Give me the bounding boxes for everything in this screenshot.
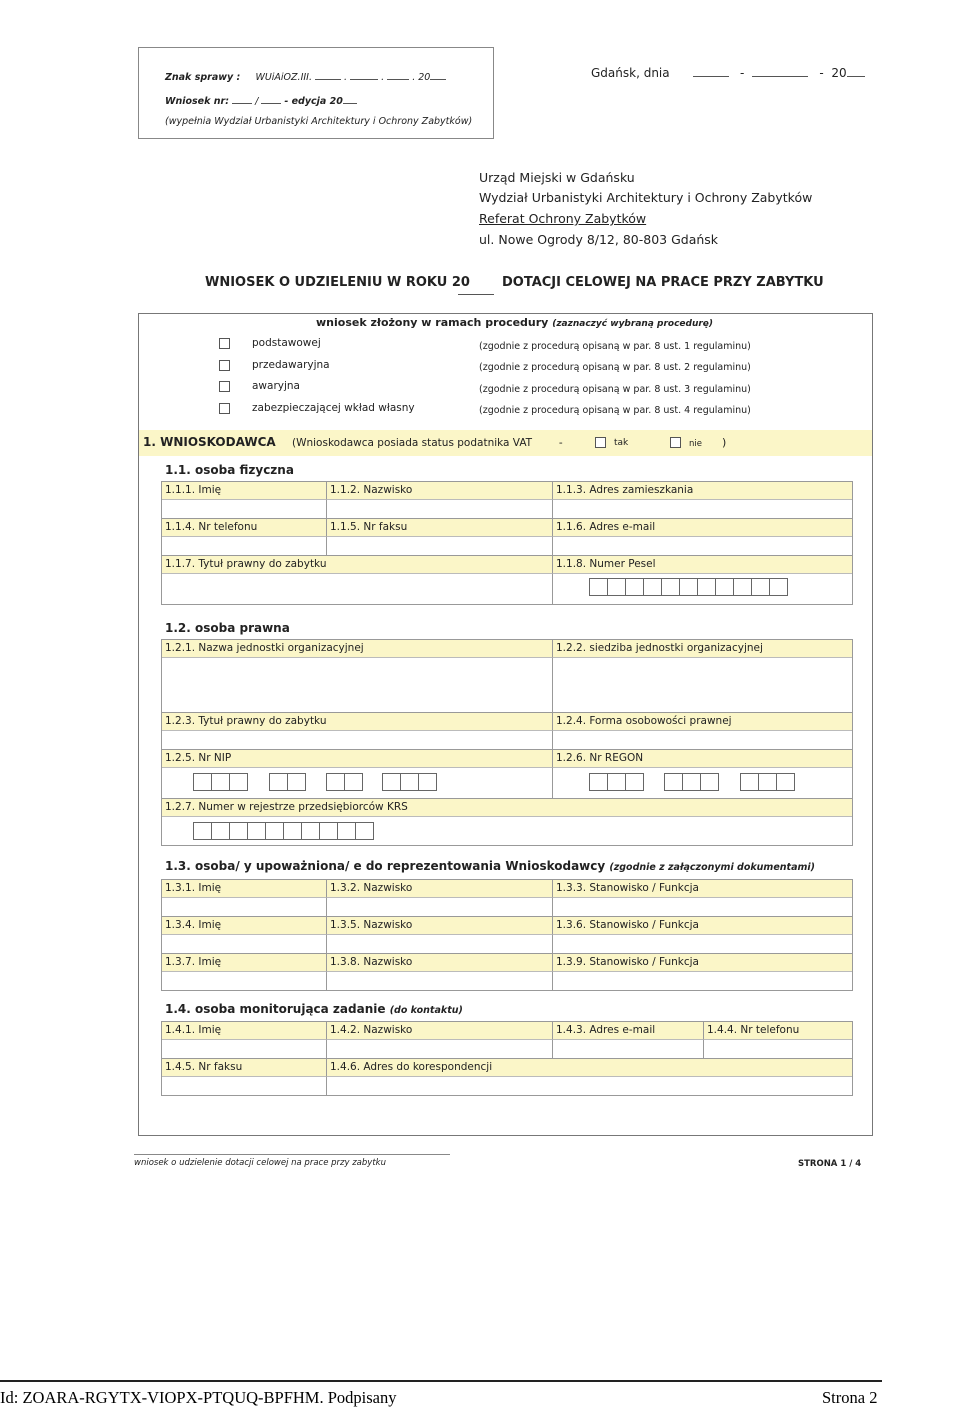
field-label: 1.1.5. Nr faksu (327, 519, 553, 536)
organization-seat-input[interactable] (553, 657, 852, 712)
monitor-email-input[interactable] (553, 1039, 704, 1058)
nip-boxes[interactable] (382, 773, 436, 791)
organization-name-input[interactable] (162, 657, 553, 712)
field-label: 1.1.6. Adres e-mail (553, 519, 852, 536)
field-label: 1.4.2. Nazwisko (327, 1022, 553, 1039)
document-id: Id: ZOARA-RGYTX-VIOPX-PTQUQ-BPFHM. Podpisany (0, 1388, 397, 1407)
email-input[interactable] (553, 536, 852, 555)
field-label: 1.4.1. Imię (162, 1022, 327, 1039)
form-row (161, 1058, 853, 1096)
rep-first-name-input[interactable] (162, 934, 327, 953)
vat-dash: - (558, 437, 563, 449)
field-label: 1.1.8. Numer Pesel (553, 556, 852, 573)
vat-close-paren: ) (722, 436, 727, 449)
form-row (161, 481, 853, 519)
case-blank[interactable] (430, 70, 446, 80)
form-row (161, 639, 853, 713)
vat-no-label: nie (689, 439, 702, 449)
address-office: Urząd Miejski w Gdańsku (479, 170, 635, 185)
rep-position-input[interactable] (553, 934, 852, 953)
regon-boxes[interactable] (664, 773, 718, 791)
subsection-1-4-title (165, 1002, 463, 1016)
residence-address-input[interactable] (553, 499, 852, 518)
field-label: 1.2.7. Numer w rejestrze przedsiębiorców KRS (162, 799, 852, 816)
first-name-input[interactable] (162, 499, 327, 518)
date-year-prefix: 20 (831, 66, 847, 80)
field-label: 1.2.6. Nr REGON (553, 750, 852, 767)
last-name-input[interactable] (327, 499, 553, 518)
vat-status-line (292, 437, 563, 449)
subsection-1-4-note: (do kontaktu) (389, 1005, 463, 1016)
procedure-checkbox[interactable] (219, 403, 230, 414)
field-label: 1.1.1. Imię (162, 482, 327, 499)
procedure-checkbox[interactable] (219, 338, 230, 349)
application-separator: / (255, 96, 259, 107)
legal-title-input[interactable] (162, 573, 553, 604)
monitor-last-name-input[interactable] (327, 1039, 553, 1058)
address-unit: Referat Ochrony Zabytków (479, 211, 647, 226)
date-month-blank[interactable] (752, 67, 808, 77)
form-row (161, 518, 853, 556)
form-row (161, 953, 853, 991)
date-separator: - (819, 66, 824, 80)
edition-label: - edycja 20 (284, 96, 343, 107)
case-box (138, 47, 494, 139)
section-1-title: 1. WNIOSKODAWCA (143, 435, 276, 449)
field-label: 1.2.4. Forma osobowości prawnej (553, 713, 852, 730)
vat-status-text: (Wnioskodawca posiada status podatnika VAT (292, 437, 533, 449)
rep-first-name-input[interactable] (162, 897, 327, 916)
case-blank[interactable] (315, 70, 341, 80)
rep-position-input[interactable] (553, 897, 852, 916)
field-label: 1.3.5. Nazwisko (327, 917, 553, 934)
field-label: 1.2.1. Nazwa jednostki organizacyjnej (162, 640, 553, 657)
rep-last-name-input[interactable] (327, 897, 553, 916)
monitor-phone-input[interactable] (704, 1039, 852, 1058)
footer-text: wniosek o udzielenie dotacji celowej na prace przy zabytku (134, 1158, 386, 1168)
field-label: 1.2.2. siedziba jednostki organizacyjnej (553, 640, 852, 657)
field-label: 1.1.7. Tytuł prawny do zabytku (162, 556, 553, 573)
subsection-1-3-title (165, 859, 815, 873)
monitor-first-name-input[interactable] (162, 1039, 327, 1058)
application-blank[interactable] (343, 94, 357, 104)
case-blank[interactable] (387, 70, 409, 80)
field-label: 1.3.3. Stanowisko / Funkcja (553, 880, 852, 897)
subsection-1-3-note: (zgodnie z załączonymi dokumentami) (609, 862, 815, 873)
regon-boxes[interactable] (589, 773, 643, 791)
bottom-rule (0, 1380, 882, 1382)
application-blank[interactable] (232, 94, 252, 104)
org-legal-title-input[interactable] (162, 730, 553, 749)
nip-boxes[interactable] (326, 773, 362, 791)
rep-last-name-input[interactable] (327, 934, 553, 953)
footer-rule (134, 1154, 450, 1155)
regon-boxes[interactable] (740, 773, 794, 791)
phone-input[interactable] (162, 536, 327, 555)
procedure-checkbox[interactable] (219, 360, 230, 371)
rep-first-name-input[interactable] (162, 971, 327, 990)
fax-input[interactable] (327, 536, 553, 555)
procedure-heading-note: (zaznaczyć wybraną procedurę) (552, 319, 714, 329)
field-label: 1.1.4. Nr telefonu (162, 519, 327, 536)
procedure-note: (zgodnie z procedurą opisaną w par. 8 ust. 3 regulaminu) (479, 384, 751, 395)
case-number-line: Znak sprawy : WUiAiOZ.III. . . . 20 (165, 70, 446, 83)
form-row (161, 712, 853, 750)
form-row (161, 1021, 853, 1059)
krs-boxes[interactable] (193, 822, 373, 840)
field-label: 1.2.3. Tytuł prawny do zabytku (162, 713, 553, 730)
field-label: 1.3.7. Imię (162, 954, 327, 971)
subsection-1-1-title: 1.1. osoba fizyczna (165, 463, 294, 477)
subsection-1-4-title-text: 1.4. osoba monitorująca zadanie (165, 1002, 386, 1016)
vat-no-checkbox[interactable] (670, 437, 681, 448)
address-street: ul. Nowe Ogrody 8/12, 80-803 Gdańsk (479, 232, 719, 247)
legal-form-input[interactable] (553, 730, 852, 749)
field-label: 1.2.5. Nr NIP (162, 750, 553, 767)
pesel-boxes[interactable] (589, 578, 787, 596)
procedure-checkbox[interactable] (219, 381, 230, 392)
procedure-note: (zgodnie z procedurą opisaną w par. 8 ust. 1 regulaminu) (479, 341, 751, 352)
date-separator: - (739, 66, 745, 80)
procedure-heading (316, 316, 713, 329)
date-year-blank[interactable] (847, 67, 865, 77)
nip-boxes[interactable] (193, 773, 247, 791)
monitor-fax-input[interactable] (162, 1076, 327, 1095)
page-label: Strona 2 (822, 1388, 878, 1407)
form-row (161, 879, 853, 917)
application-number-line (165, 94, 357, 107)
correspondence-address-input[interactable] (327, 1076, 852, 1095)
field-label: 1.4.3. Adres e-mail (553, 1022, 704, 1039)
field-label: 1.1.3. Adres zamieszkania (553, 482, 852, 499)
footer-page-number: STRONA 1 / 4 (798, 1159, 862, 1169)
application-blank[interactable] (261, 94, 281, 104)
field-label: 1.4.5. Nr faksu (162, 1059, 327, 1076)
date-line (591, 66, 865, 80)
rep-position-input[interactable] (553, 971, 852, 990)
procedure-label: awaryjna (252, 380, 300, 392)
subsection-1-3-title-text: 1.3. osoba/ y upoważniona/ e do reprezentowania Wnioskodawcy (165, 859, 606, 873)
form-title-left: WNIOSEK O UDZIELENIU W ROKU 20 (205, 275, 470, 290)
field-label: 1.4.4. Nr telefonu (704, 1022, 852, 1039)
procedure-note: (zgodnie z procedurą opisaną w par. 8 ust. 4 regulaminu) (479, 405, 751, 416)
field-label: 1.1.2. Nazwisko (327, 482, 553, 499)
procedure-label: przedawaryjna (252, 359, 330, 371)
field-label: 1.3.6. Stanowisko / Funkcja (553, 917, 852, 934)
rep-last-name-input[interactable] (327, 971, 553, 990)
field-label: 1.3.1. Imię (162, 880, 327, 897)
case-blank[interactable] (350, 70, 378, 80)
form-row (161, 916, 853, 954)
field-label: 1.3.8. Nazwisko (327, 954, 553, 971)
vat-yes-label: tak (614, 438, 629, 448)
field-label: 1.3.9. Stanowisko / Funkcja (553, 954, 852, 971)
field-label: 1.3.2. Nazwisko (327, 880, 553, 897)
vat-yes-checkbox[interactable] (595, 437, 606, 448)
date-day-blank[interactable] (693, 67, 729, 77)
procedure-label: podstawowej (252, 337, 321, 349)
field-label: 1.4.6. Adres do korespondencji (327, 1059, 852, 1076)
case-year-prefix: . 20 (412, 72, 431, 83)
nip-boxes[interactable] (269, 773, 305, 791)
title-year-blank[interactable] (458, 294, 494, 295)
procedure-label: zabezpieczającej wkład własny (252, 402, 415, 414)
application-number-label: Wniosek nr: (165, 96, 229, 107)
form-title-right: DOTACJI CELOWEJ NA PRACE PRZY ZABYTKU (502, 275, 824, 290)
subsection-1-2-title: 1.2. osoba prawna (165, 621, 290, 635)
date-prefix: Gdańsk, dnia (591, 66, 670, 80)
case-number-label: Znak sprawy : (165, 72, 241, 83)
address-department: Wydział Urbanistyki Architektury i Ochrony Zabytków (479, 190, 813, 205)
field-label: 1.3.4. Imię (162, 917, 327, 934)
procedure-heading-text: wniosek złożony w ramach procedury (316, 316, 549, 329)
case-box-note: (wypełnia Wydział Urbanistyki Architektury i Ochrony Zabytków) (165, 116, 473, 127)
procedure-note: (zgodnie z procedurą opisaną w par. 8 ust. 2 regulaminu) (479, 362, 751, 373)
case-number-prefix: WUiAiOZ.III. (255, 72, 312, 83)
